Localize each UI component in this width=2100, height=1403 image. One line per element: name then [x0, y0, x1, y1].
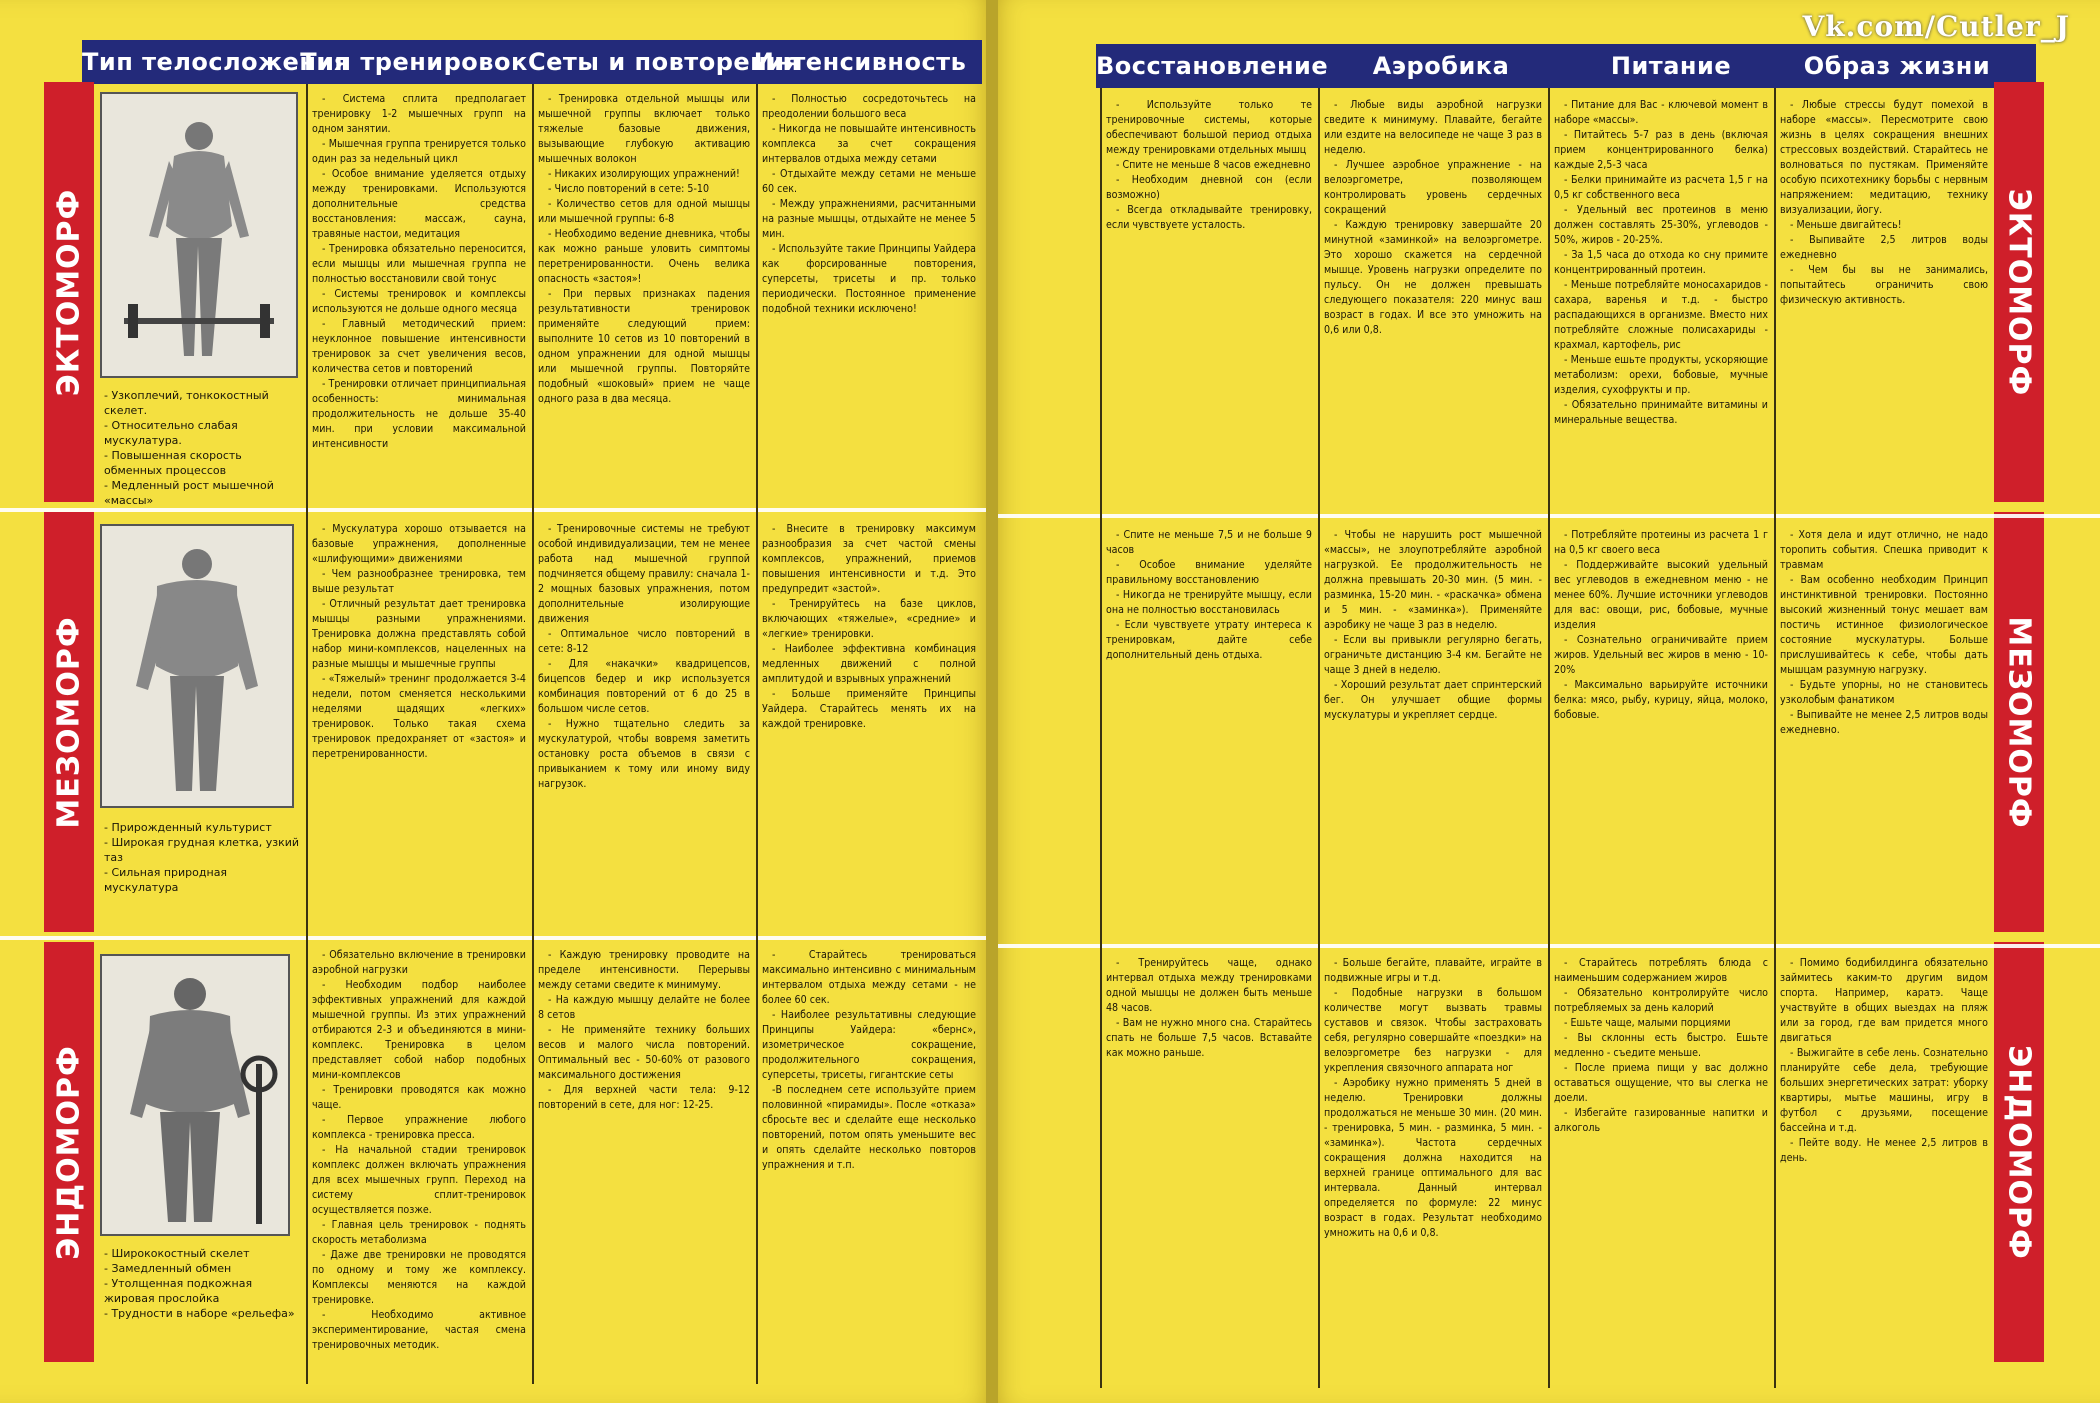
cell-paragraph: - Всегда откладывайте тренировку, если чувствуете усталость.: [1106, 204, 1312, 231]
column-divider: [532, 84, 534, 1384]
cell-paragraph: - Меньше двигайтесь!: [1790, 219, 1902, 231]
cell-paragraph: - Никаких изолирующих упражнений!: [548, 168, 740, 180]
cell-paragraph: - На начальной стадии тренировок комплекс должен включать упражнения для всех мышечных групп. Переход на систему сплит-тренировок осуществляется позже.: [312, 1144, 526, 1216]
type-bar-mesomorph-left: [44, 512, 94, 932]
left-header-bar: [82, 40, 982, 84]
cell-paragraph: - Помимо бодибилдинга обязательно займитесь каким-то другим видом спорта. Например, каратэ. Чаще участвуйте в общих выездах на пляж или за город, где вам придется много двигаться: [1780, 957, 1988, 1044]
cell-paragraph: - Аэробику нужно применять 5 дней в неделю. Тренировки должны продолжаться не меньше 30 мин. (20 мин. - тренировка, 5 мин. - разминка, 5 мин. - «заминка»). Частота сердечных сокращения должна находится на верхней границе оптимального для вас интервала. Данный интервал определяется по формуле: 22 минус возраст в годах. Результат необходимо умножить на 0,6 и 0,8.: [1324, 1077, 1542, 1239]
cell-paragraph: - Хотя дела и идут отлично, не надо торопить события. Спешка приводит к травмам: [1780, 529, 1988, 571]
cell-paragraph: - Меньше потребляйте моносахаридов - сахара, варенья и т.д. - быстро распадающихся в организме. Вместо них потребляйте сложные полисахариды - крахмал, картофель, рис: [1554, 279, 1768, 351]
feature-item: - Узкоплечий, тонкокостный скелет.: [104, 389, 269, 417]
cell-paragraph: - Вам особенно необходим Принцип инстинктивной тренировки. Постоянно высокий жизненный тонус мешает вам постичь истинное физиологическое состояние мускулатуры. Больше прислушивайтесь к себе, чтобы дать мышцам разумную нагрузку.: [1780, 574, 1988, 676]
cell-paragraph: - Обязательно контролируйте число потребляемых за день калорий: [1554, 987, 1768, 1014]
cell-paragraph: - Тренировочные системы не требуют особой индивидуализации, тем не менее работа над мышечной группой подчиняется общему правилу: сначала 1-2 мощных базовых упражнения, потом дополнительные изолирующие движения: [538, 523, 750, 625]
cell-mesomorph-intensity: [762, 522, 976, 930]
type-bar-ectomorph-right: [1994, 82, 2044, 502]
cell-paragraph: - На каждую мышцу делайте не более 8 сетов: [538, 994, 750, 1021]
cell-paragraph: - Максимально варьируйте источники белка: мясо, рыбу, курицу, яйца, молоко, бобовые.: [1554, 679, 1768, 721]
endomorph-photo: [100, 954, 290, 1236]
cell-paragraph: - Необходимо активное экспериментирование, частая смена тренировочных методик.: [312, 1309, 526, 1351]
cell-mesomorph-training: [312, 522, 526, 930]
cell-paragraph: - Никогда не тренируйте мышцу, если она не полностью восстановилась: [1106, 589, 1312, 616]
cell-mesomorph-sets: [538, 522, 750, 930]
cell-mesomorph-recovery: [1106, 528, 1312, 936]
cell-paragraph: - Вы склонны есть быстро. Ешьте медленно - съедите меньше.: [1554, 1032, 1768, 1059]
header-intensity: Интенсивность: [753, 48, 967, 76]
cell-paragraph: - Удельный вес протеинов в меню должен составлять 25-30%, углеводов - 50%, жиров - 20-25%.: [1554, 204, 1768, 246]
row-divider: [0, 508, 986, 512]
cell-paragraph: - Необходим дневной сон (если возможно): [1106, 174, 1312, 201]
cell-paragraph: - Обязательно принимайте витамины и минеральные вещества.: [1554, 399, 1768, 426]
cell-paragraph: - Чем разнообразнее тренировка, тем выше результат: [312, 568, 526, 595]
cell-ectomorph-lifestyle: [1780, 98, 1988, 508]
cell-paragraph: - Сознательно ограничивайте прием жиров. Удельный вес жиров в меню - 10-20%: [1554, 634, 1768, 676]
header-recovery: Восстановление: [1096, 52, 1329, 80]
cell-paragraph: - Выпивайте не менее 2,5 литров воды ежедневно.: [1780, 709, 1988, 736]
cell-paragraph: - Больше применяйте Принципы Уайдера. Старайтесь менять их на каждой тренировке.: [762, 688, 976, 730]
cell-paragraph: - Выпивайте 2,5 литров воды ежедневно: [1780, 234, 1988, 261]
feature-item: - Относительно слабая мускулатура.: [104, 419, 238, 447]
cell-paragraph: - Необходим подбор наиболее эффективных упражнений для каждой мышечной группы. Из этих упражнений отбираются 2-3 и объединяются в мини-комплекс. Тренировка в целом представляет собой набор подобных мини-комплексов: [312, 979, 526, 1081]
type-label: ЭНДОМОРФ: [51, 1044, 87, 1260]
type-bar-mesomorph-right: [1994, 512, 2044, 932]
cell-paragraph: - Даже две тренировки не проводятся по одному и тому же комплексу. Комплексы меняются на каждой тренировке.: [312, 1249, 526, 1306]
mesomorph-photo: [100, 524, 294, 808]
type-label: МЕЗОМОРФ: [51, 615, 87, 829]
cell-paragraph: - Используйте такие Принципы Уайдера как форсированные повторения, суперсеты, трисеты и пр. только периодически. Постоянное применение подобной техники исключено!: [762, 243, 976, 315]
type-bar-endomorph-left: [44, 942, 94, 1362]
header-training-type: Тип тренировок: [300, 48, 528, 76]
cell-paragraph: - Полностью сосредоточьтесь на преодолении большого веса: [762, 93, 976, 120]
cell-endomorph-training: [312, 948, 526, 1388]
cell-paragraph: - Отличный результат дает тренировка мышцы разными упражнениями. Тренировка должна представлять собой набор мини-комплексов, нацеленных на разные мышцы и мышечные группы: [312, 598, 526, 670]
column-divider: [756, 84, 758, 1384]
cell-paragraph: - Тренируйтесь чаще, однако интервал отдыха между тренировками одной мышцы не должен быть меньше 48 часов.: [1106, 957, 1312, 1014]
cell-paragraph: - Потребляйте протеины из расчета 1 г на 0,5 кг своего веса: [1554, 529, 1768, 556]
feature-item: - Медленный рост мышечной «массы»: [104, 479, 274, 507]
header-aerobics: Аэробика: [1372, 52, 1510, 80]
cell-paragraph: - Пейте воду. Не менее 2,5 литров в день.: [1780, 1137, 1988, 1164]
cell-paragraph: - Спите не меньше 8 часов ежедневно: [1116, 159, 1311, 171]
page-gutter: [986, 0, 998, 1403]
cell-paragraph: - Лучшее аэробное упражнение - на велоэргометре, позволяющем контролировать уровень сердечных сокращений: [1324, 159, 1542, 216]
feature-item: - Утолщенная подкожная жировая прослойка: [104, 1277, 253, 1305]
cell-paragraph: - Выжигайте в себе лень. Сознательно планируйте себе дела, требующие больших энергетических затрат: уборку квартиры, мытье машины, игру в футбол с друзьями, посещение бассейна и т.д.: [1780, 1047, 1988, 1134]
cell-ectomorph-nutrition: [1554, 98, 1768, 508]
cell-paragraph: - Тренировки отличает принципиальная особенность: минимальная продолжительность не дольше 35-40 мин. при условии максимальной интенсивности: [312, 378, 526, 450]
cell-ectomorph-aerobics: [1324, 98, 1542, 508]
cell-paragraph: - После приема пищи у вас должно оставаться ощущение, что вы слегка не доели.: [1554, 1062, 1768, 1104]
feature-item: - Сильная природная мускулатура: [104, 866, 228, 894]
type-bar-ectomorph-left: [44, 82, 94, 502]
cell-paragraph: - Мускулатура хорошо отзывается на базовые упражнения, дополненные «шлифующими» движениями: [312, 523, 526, 565]
feature-item: - Трудности в наборе «рельефа»: [104, 1307, 295, 1320]
cell-paragraph: - Чем бы вы не занимались, попытайтесь ограничить свою физическую активность.: [1780, 264, 1988, 306]
cell-paragraph: - Подобные нагрузки в большом количестве могут вызвать травмы суставов и связок. Чтобы застраховать себя, регулярно совершайте «поездки» на велоэргометре без нагрузки - для укрепления связочного аппарата ног: [1324, 987, 1542, 1074]
cell-paragraph: - Системы тренировок и комплексы используются не дольше одного месяца: [312, 288, 526, 315]
cell-paragraph: - Нужно тщательно следить за мускулатурой, чтобы вовремя заметить остановку роста объемов в связи с привыканием к тому или иному виду нагрузок.: [538, 718, 750, 790]
cell-paragraph: - Больше бегайте, плавайте, играйте в подвижные игры и т.д.: [1324, 957, 1542, 984]
ectomorph-features: [104, 388, 300, 508]
cell-ectomorph-recovery: [1106, 98, 1312, 508]
column-divider: [1774, 88, 1776, 1388]
ectomorph-photo: [100, 92, 298, 378]
cell-paragraph: - Вам не нужно много сна. Старайтесь спать не больше 7,5 часов. Вставайте как можно раньше.: [1106, 1017, 1312, 1059]
cell-paragraph: - Первое упражнение любого комплекса - тренировка пресса.: [312, 1114, 526, 1141]
cell-paragraph: - Любые виды аэробной нагрузки сведите к минимуму. Плавайте, бегайте или ездите на велосипеде не чаще 3 раз в неделю.: [1324, 99, 1542, 156]
cell-paragraph: - Оптимальное число повторений в сете: 8-12: [538, 628, 750, 655]
type-bar-endomorph-right: [1994, 942, 2044, 1362]
cell-paragraph: - Количество сетов для одной мышцы или мышечной группы: 6-8: [538, 198, 750, 225]
cell-paragraph: - Тренировка обязательно переносится, если мышцы или мышечная группа не полностью восстановили свой тонус: [312, 243, 526, 285]
cell-paragraph: - Не применяйте технику больших весов и малого числа повторений. Оптимальный вес - 50-60% от разового максимального достижения: [538, 1024, 750, 1081]
bodybuilder-figure-icon: [114, 106, 284, 376]
cell-paragraph: -В последнем сете используйте прием половинной «пирамиды». После «отказа» сбросьте вес и сделайте еще несколько повторений, потом опять уменьшите вес и опять сделайте несколько повторов упражнения и т.п.: [762, 1084, 976, 1171]
cell-paragraph: - Меньше ешьте продукты, ускоряющие метаболизм: орехи, бобовые, мучные изделия, сухофрукты и пр.: [1554, 354, 1768, 396]
header-sets-reps: Сеты и повторения: [528, 48, 801, 76]
column-divider: [306, 84, 308, 1384]
header-lifestyle: Образ жизни: [1803, 52, 1991, 80]
type-label: ЭКТОМОРФ: [51, 188, 87, 396]
cell-paragraph: - Особое внимание уделяйте правильному восстановлению: [1106, 559, 1312, 586]
bodybuilder-figure-icon: [112, 536, 282, 806]
cell-paragraph: - Каждую тренировку завершайте 20 минутной «заминкой» на велоэргометре. Это хорошо скажется на сердечной мышце. Уровень нагрузки определите по пульсу. Он не должен превышать следующего показателя: 220 минус ваш возраст в годах. И все это умножить на 0,6 или 0,8.: [1324, 219, 1542, 336]
type-label: ЭНДОМОРФ: [2001, 1044, 2037, 1260]
cell-endomorph-lifestyle: [1780, 956, 1988, 1388]
column-divider: [1548, 88, 1550, 1388]
cell-endomorph-intensity: [762, 948, 976, 1388]
cell-endomorph-nutrition: [1554, 956, 1768, 1388]
header-nutrition: Питание: [1610, 52, 1732, 80]
cell-paragraph: - Система сплита предполагает тренировку 1-2 мышечных групп на одном занятии.: [312, 93, 526, 135]
cell-paragraph: - Если чувствуете утрату интереса к тренировкам, дайте себе дополнительный день отдыха.: [1106, 619, 1312, 661]
feature-item: - Ширококостный скелет: [104, 1247, 250, 1260]
cell-paragraph: - Поддерживайте высокий удельный вес углеводов в ежедневном меню - не менее 60%. Лучшие источники углеводов для вас: овощи, рис, бобовые, мучные изделия: [1554, 559, 1768, 631]
right-header-bar: [1096, 44, 2036, 88]
cell-paragraph: - Любые стрессы будут помехой в наборе «массы». Пересмотрите свою жизнь в целях сокращения внешних стрессовых воздействий. Старайтесь не волноваться по пустякам. Применяйте особую психотехнику борьбы с нервным напряжением: медитацию, технику визуализации, йогу.: [1780, 99, 1988, 216]
cell-paragraph: - Никогда не повышайте интенсивность комплекса за счет сокращения интервалов отдыха между сетами: [762, 123, 976, 165]
cell-paragraph: - Каждую тренировку проводите на пределе интенсивности. Перерывы между сетами сведите к минимуму.: [538, 949, 750, 991]
cell-endomorph-sets: [538, 948, 750, 1388]
cell-paragraph: - Спите не меньше 7,5 и не больше 9 часов: [1106, 529, 1312, 556]
cell-paragraph: - Будьте упорны, но не становитесь узколобым фанатиком: [1780, 679, 1988, 706]
cell-paragraph: - Главная цель тренировок - поднять скорость метаболизма: [312, 1219, 526, 1246]
cell-paragraph: - Главный методический прием: неуклонное повышение интенсивности тренировок за счет увеличения весов, количества сетов и повторений: [312, 318, 526, 375]
cell-paragraph: - Тренируйтесь на базе циклов, включающих «тяжелые», «средние» и «легкие» тренировки.: [762, 598, 976, 640]
cell-ectomorph-sets: [538, 92, 750, 502]
cell-paragraph: - Избегайте газированные напитки и алкоголь: [1554, 1107, 1768, 1134]
cell-paragraph: - Для «накачки» квадрицепсов, бицепсов бедер и икр используется комбинация повторений от 6 до 25 в большом числе сетов.: [538, 658, 750, 715]
cell-paragraph: - Между упражнениями, расчитанными на разные мышцы, отдыхайте не менее 5 мин.: [762, 198, 976, 240]
cell-paragraph: - «Тяжелый» тренинг продолжается 3-4 недели, потом сменяется несколькими неделями щадящих «легких» тренировок. Только такая схема тренировок предохраняет от «застоя» и перетренированности.: [312, 673, 526, 760]
feature-item: - Повышенная скорость обменных процессов: [104, 449, 242, 477]
cell-paragraph: - Особое внимание уделяется отдыху между тренировками. Используются дополнительные средства восстановления: массаж, сауна, травяные настои, медитация: [312, 168, 526, 240]
cell-paragraph: - Старайтесь тренироваться максимально интенсивно с минимальным интервалом отдыха между сетами - не более 60 сек.: [762, 949, 976, 1006]
row-divider: [0, 936, 986, 940]
cell-ectomorph-intensity: [762, 92, 976, 502]
cell-mesomorph-aerobics: [1324, 528, 1542, 936]
cell-paragraph: - Необходимо ведение дневника, чтобы как можно раньше уловить симптомы перетренированности. Очень велика опасность «застоя»!: [538, 228, 750, 285]
cell-paragraph: - Для верхней части тела: 9-12 повторений в сете, для ног: 12-25.: [538, 1084, 750, 1111]
cell-paragraph: - За 1,5 часа до отхода ко сну примите концентрированный протеин.: [1554, 249, 1768, 276]
cell-paragraph: - Обязательно включение в тренировки аэробной нагрузки: [312, 949, 526, 976]
cell-paragraph: - Тренировки проводятся как можно чаще.: [312, 1084, 526, 1111]
cell-paragraph: - Число повторений в сете: 5-10: [548, 183, 710, 195]
cell-ectomorph-training: [312, 92, 526, 502]
cell-paragraph: - Питание для Вас - ключевой момент в наборе «массы».: [1554, 99, 1768, 126]
watermark: Vk.com/Cutler_J: [1802, 10, 2070, 43]
bodybuilder-figure-icon: [110, 964, 280, 1234]
cell-mesomorph-nutrition: [1554, 528, 1768, 936]
cell-paragraph: - Мышечная группа тренируется только один раз за недельный цикл: [312, 138, 526, 165]
cell-paragraph: - Чтобы не нарушить рост мышечной «массы», не злоупотребляйте аэробной нагрузкой. Ее продолжительность не должна превышать 20-30 мин. (5 мин. - разминка, 15-20 мин. - «раскачка» обмена и 5 мин. - «заминка»). Применяйте аэробику не чаще 3 раз в неделю.: [1324, 529, 1542, 631]
cell-mesomorph-lifestyle: [1780, 528, 1988, 936]
cell-paragraph: - Наиболее результативны следующие Принципы Уайдера: «бернс», изометрическое сокращение, продолжительного сокращения, суперсеты, трисеты, гигантские сеты: [762, 1009, 976, 1081]
cell-endomorph-recovery: [1106, 956, 1312, 1388]
cell-paragraph: - Старайтесь потреблять блюда с наименьшим содержанием жиров: [1554, 957, 1768, 984]
header-body-type: Тип телосложения: [82, 48, 350, 76]
cell-paragraph: - Тренировка отдельной мышцы или мышечной группы включает только тяжелые базовые движения, вызывающие глубокую активацию мышечных волокон: [538, 93, 750, 165]
feature-item: - Замедленный обмен: [104, 1262, 232, 1275]
cell-paragraph: - Белки принимайте из расчета 1,5 г на 0,5 кг собственного веса: [1554, 174, 1768, 201]
cell-paragraph: - Наиболее эффективна комбинация медленных движений с полной амплитудой и взрывных упражнений: [762, 643, 976, 685]
mesomorph-features: [104, 820, 300, 895]
cell-endomorph-aerobics: [1324, 956, 1542, 1388]
cell-paragraph: - Если вы привыкли регулярно бегать, ограничьте дистанцию 3-4 км. Бегайте не чаще 3 дней в неделю.: [1324, 634, 1542, 676]
type-label: ЭКТОМОРФ: [2001, 188, 2037, 396]
cell-paragraph: - При первых признаках падения результативности тренировок применяйте следующий прием: выполните 10 сетов из 10 повторений в одном упражнении для одной мышцы или мышечной группы. Повторяйте подобный «шоковый» прием не чаще одного раза в два месяца.: [538, 288, 750, 405]
cell-paragraph: - Ешьте чаще, малыми порциями: [1564, 1017, 1731, 1029]
cell-paragraph: - Используйте только те тренировочные системы, которые обеспечивают большой период отдыха между тренировками отдельных мышц: [1106, 99, 1312, 156]
feature-item: - Прирожденный культурист: [104, 821, 272, 834]
endomorph-features: [104, 1246, 300, 1321]
cell-paragraph: - Внесите в тренировку максимум разнообразия за счет частой смены комплексов, упражнений, приемов повышения интенсивности и т.д. Это предупредит «застой».: [762, 523, 976, 595]
cell-paragraph: - Питайтесь 5-7 раз в день (включая прием концентрированного белка) каждые 2,5-3 часа: [1554, 129, 1768, 171]
column-divider: [1318, 88, 1320, 1388]
cell-paragraph: - Хороший результат дает спринтерский бег. Он улучшает общие формы мускулатуры и укрепляет сердце.: [1324, 679, 1542, 721]
type-label: МЕЗОМОРФ: [2001, 615, 2037, 829]
cell-paragraph: - Отдыхайте между сетами не меньше 60 сек.: [762, 168, 976, 195]
feature-item: - Широкая грудная клетка, узкий таз: [104, 836, 300, 864]
column-divider: [1100, 88, 1102, 1388]
